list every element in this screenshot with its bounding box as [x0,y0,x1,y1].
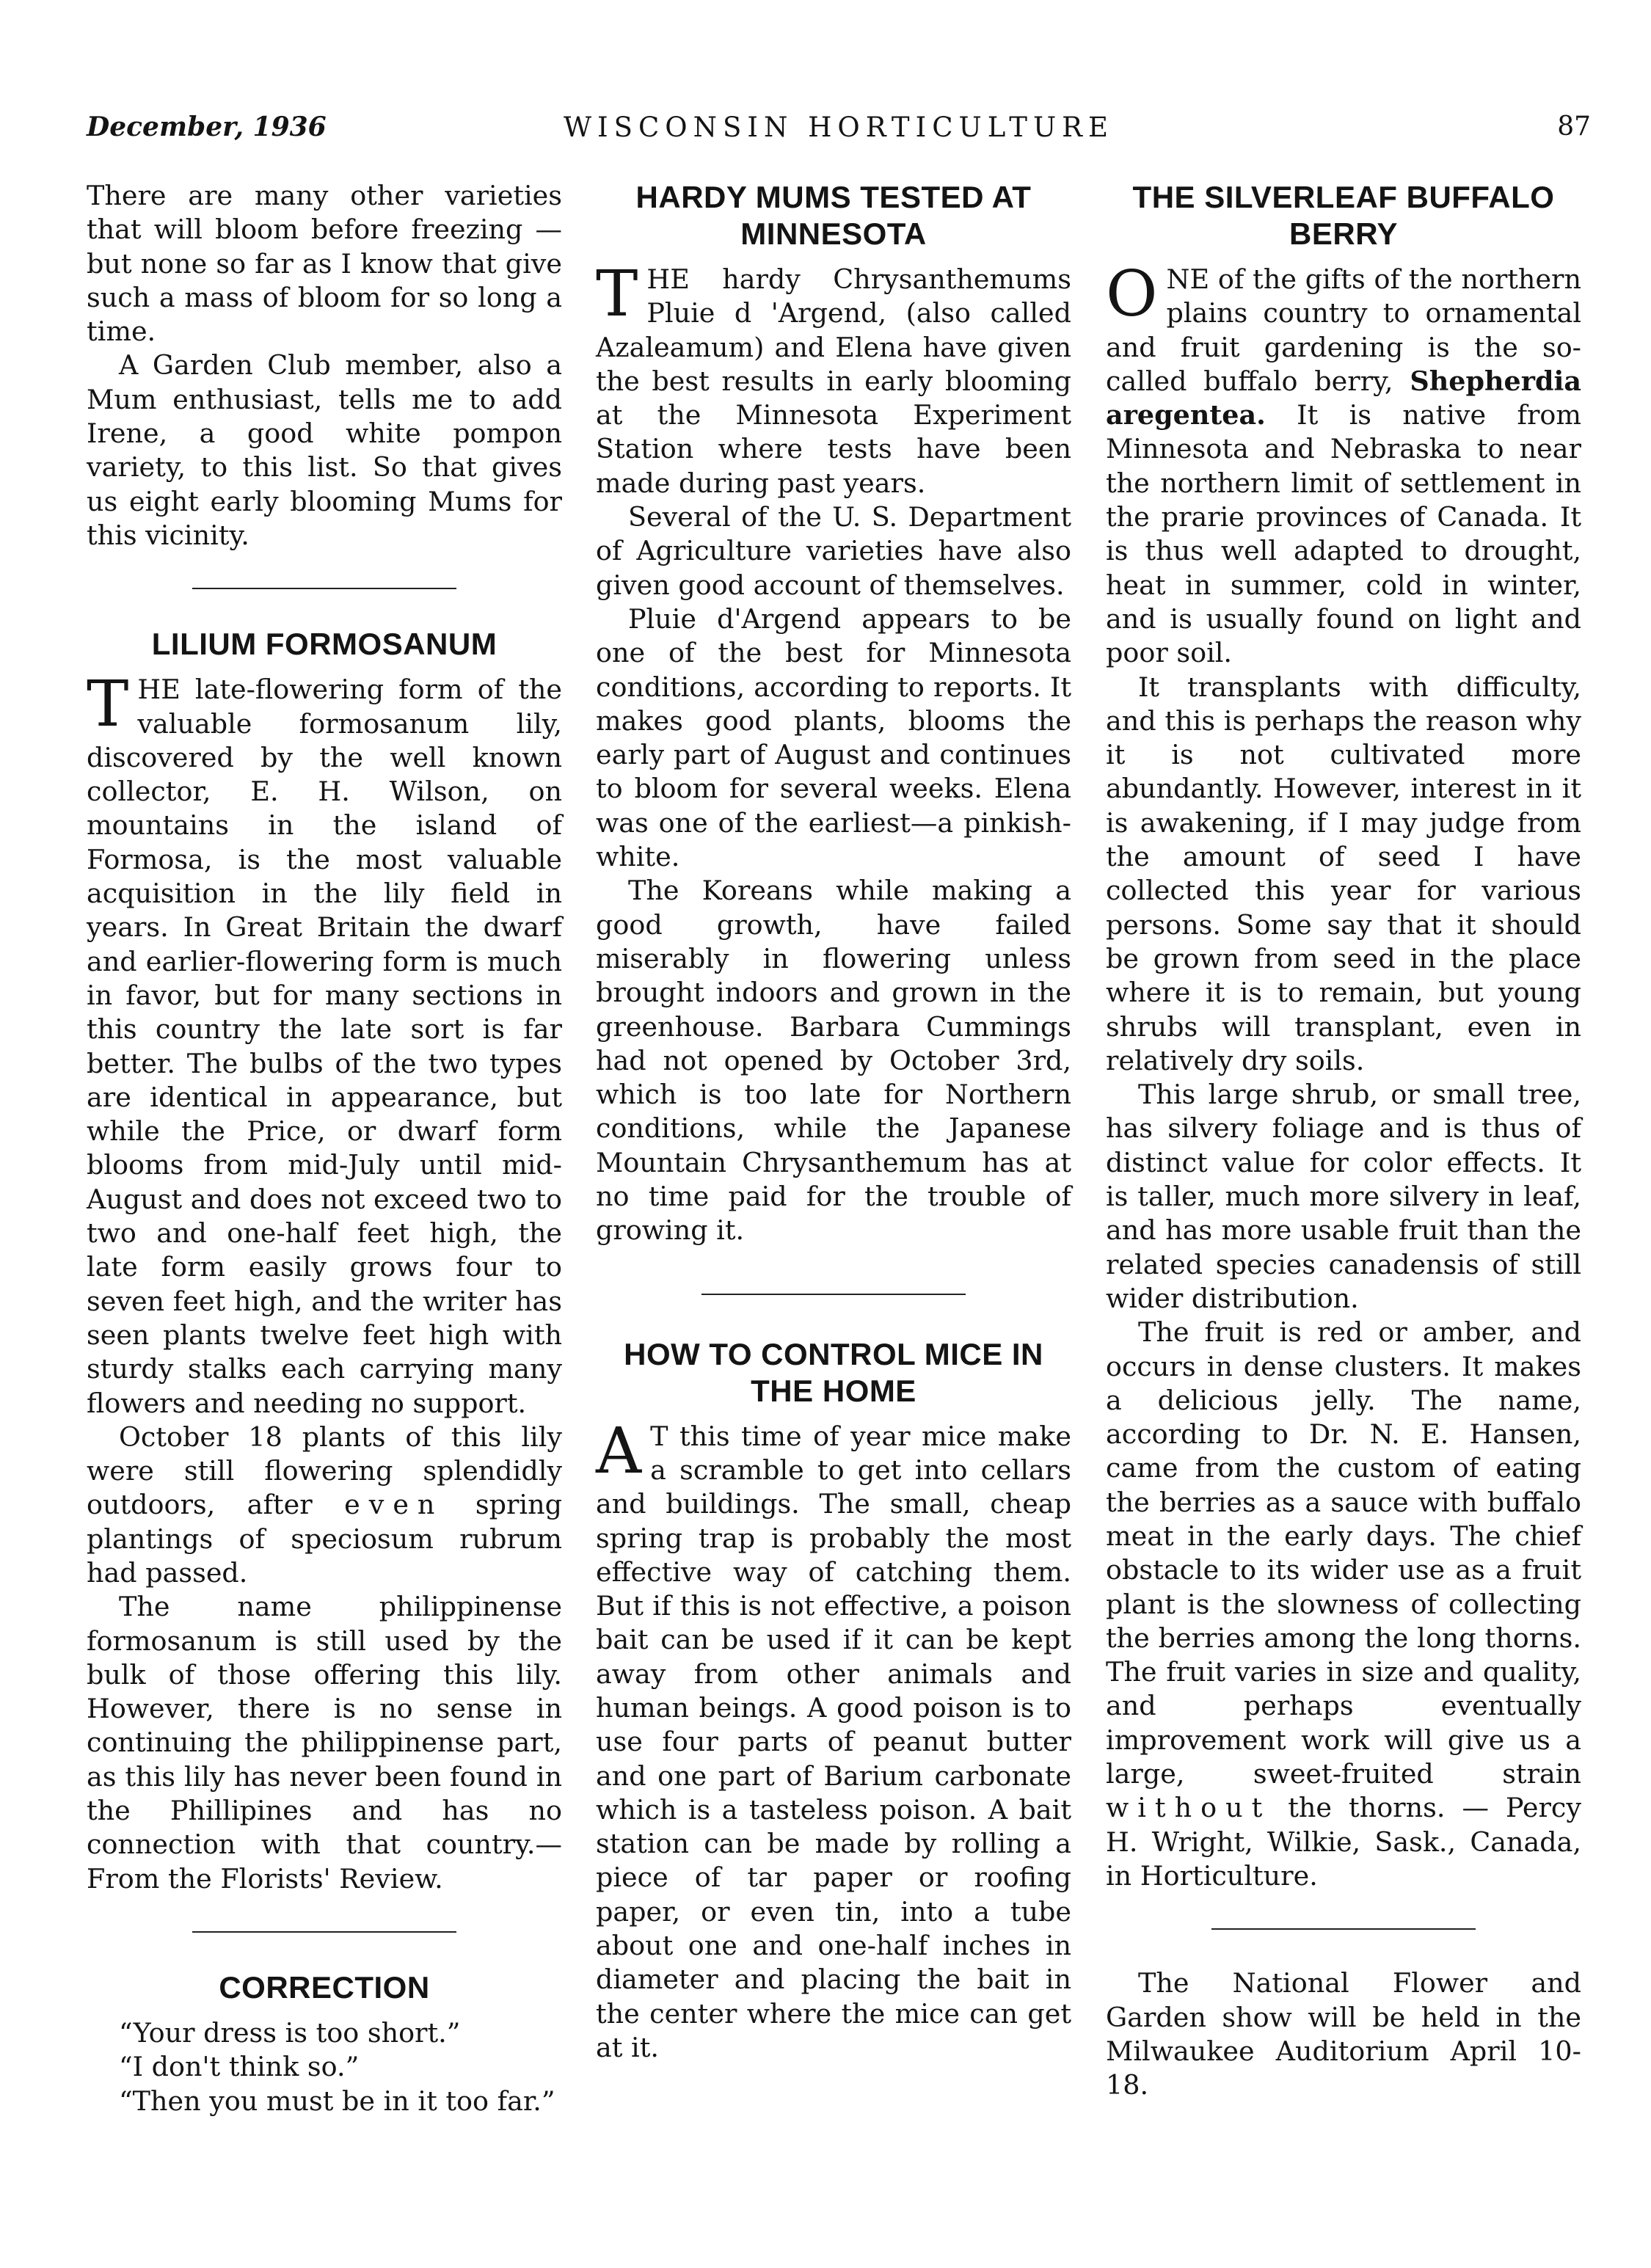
botanical-name: Shepherdia aregentea. [1106,365,1582,431]
article-paragraph: It transplants with difficulty, and this is perhaps the reason why it is not cultivated more abundantly. However, interest in it is awakening, if I may judge from the amount of seed I have collected this year for various persons. Some say that it should be grown from seed in the place where it is to remain, but young shrubs will transplant, even in relatively dry soils. [1106,671,1581,1076]
section-divider [1211,1928,1476,1930]
article-title: LILIUM FORMOSANUM [151,627,498,662]
article-silverleaf-buffalo-berry [1106,179,1581,1893]
drop-cap: O [1106,258,1158,331]
mums-continuation-paragraph: There are many other varieties that will bloom before freezing —but none so far as I know that give such a mass of bloom for so long a time. [87,180,562,348]
article-control-mice [596,1336,1071,2065]
section-divider [701,1294,966,1295]
article-title: HARDY MUMS TESTED AT MINNESOTA [635,180,1032,251]
article-hardy-mums [596,179,1071,1248]
article-paragraph: THE late-flowering form of the valuable formosanum lily, discovered by the well known collector, E. H. Wilson, on mountains in the island of Formosa, is the most valuable acquisition in the lily field in years. In Great Britain the dwarf and earlier-flowering form is much in favor, but for many sections in this country the late sort is far better. The bulbs of the two types are identical in appearance, but while the Price, or dwarf form blooms from mid-July until mid-August and does not exceed two to two and one-half feet high, the late form easily grows four to seven feet high, and the writer has seen plants twelve feet high with sturdy stalks each carrying many flowers and needing no support. [87,668,562,1419]
column-left [87,179,562,2118]
joke-line: “Then you must be in it too far.” [119,2085,555,2117]
letterspaced-word: even [344,1489,444,1521]
article-paragraph: The name philippinense formosanum is still used by the bulk of those offering this lily. However, there is no sense in continuing the philippinense part, as this lily has never been found in the Phillipines and has no connection with that country.— From the Florists' Review. [87,1591,562,1895]
article-paragraph: Pluie d'Argend appears to be one of the best for Minnesota conditions, according to reports. It makes good plants, blooms the early part of August and continues to bloom for several weeks. Elena was one of the earliest—a pinkish-white. [596,602,1071,873]
page-header [87,112,1591,156]
publication-title: WISCONSIN HORTICULTURE [564,112,1114,143]
article-correction [87,1969,562,2118]
garden-club-paragraph: A Garden Club member, also a Mum enthusiast, tells me to add Irene, a good white pompon variety, to this list. So that gives us eight early blooming Mums for this vicinity. [87,349,562,551]
letterspaced-word: without [1106,1792,1272,1824]
joke-line: “I don't think so.” [119,2051,360,2083]
article-title: HOW TO CONTROL MICE IN THE HOME [624,1336,1043,1408]
article-title: THE SILVERLEAF BUFFALO BERRY [1132,180,1555,251]
drop-cap: T [596,258,638,331]
drop-cap: T [87,668,129,742]
article-paragraph: ONE of the gifts of the northern plains country to ornamental and fruit gardening is the so-called buffalo berry, Shepherdia aregentea. It is native from Minnesota and Nebraska to near the northern limit of settlement in the prarie provinces of Canada. It is thus well adapted to drought, heat in summer, cold in winter, and is usually found on light and poor soil. [1106,258,1582,669]
column-right [1106,179,1581,2102]
article-paragraph: The Koreans while making a good growth, have failed miserably in flowering unless brought indoors and grown in the greenhouse. Barbara Cummings had not opened by October 3rd, which is too late for Northern conditions, while the Japanese Mountain Chrysanthemum has at no time paid for the trouble of growing it. [596,875,1071,1247]
article-title: CORRECTION [219,1969,430,2005]
drop-cap: A [596,1414,642,1488]
section-divider [192,1931,456,1933]
joke-line: “Your dress is too short.” [119,2016,461,2049]
article-paragraph: October 18 plants of this lily were still flowering splendidly outdoors, after even spring plantings of speciosum rubrum had passed. [87,1421,562,1589]
column-middle [596,179,1071,2065]
section-divider [192,588,456,589]
article-lilium-formosanum [87,626,562,1896]
article-paragraph: The fruit is red or amber, and occurs in dense clusters. It makes a delicious jelly. The name, according to Dr. N. E. Hansen, came from the custom of eating the berries as a sauce with buffalo meat in the early days. The chief obstacle to its wider use as a fruit plant is the slowness of collecting the berries among the long thorns. The fruit varies in size and quality, and perhaps eventually improvement work will give us a large, sweet-fruited strain without the thorns. — Percy H. Wright, Wilkie, Sask., Canada, in Horticulture. [1106,1316,1581,1892]
article-paragraph: A T this time of year mice make a scramble to get into cellars and buildings. The small, cheap spring trap is probably the most effective way of catching them. But if this is not effective, a poison bait can be used if it can be kept away from other animals and human beings. A good poison is to use four parts of peanut butter and one part of Barium carbonate which is a tasteless poison. A bait station can be made by rolling a piece of tar paper or roofing paper, or even tin, into a tube about one and one-half inches in diameter and placing the bait in the center where the mice can get at it. [596,1414,1071,2063]
article-paragraph: Several of the U. S. Department of Agriculture varieties have also given good account of themselves. [596,501,1071,601]
article-paragraph: THE hardy Chrysanthemums Pluie d 'Argend, (also called Azaleamum) and Elena have given the best results in early blooming at the Minnesota Experiment Station where tests have been made during past years. [596,258,1071,499]
issue-date: December, 1936 [87,112,327,142]
page-number: 87 [1557,112,1591,142]
flower-show-notice: The National Flower and Garden show will be held in the Milwaukee Auditorium April 10-18. [1106,1967,1581,2101]
article-paragraph: This large shrub, or small tree, has silvery foliage and is thus of distinct value for color effects. It is taller, much more silvery in leaf, and has more usable fruit than the related species canadensis of still wider distribution. [1106,1079,1581,1314]
